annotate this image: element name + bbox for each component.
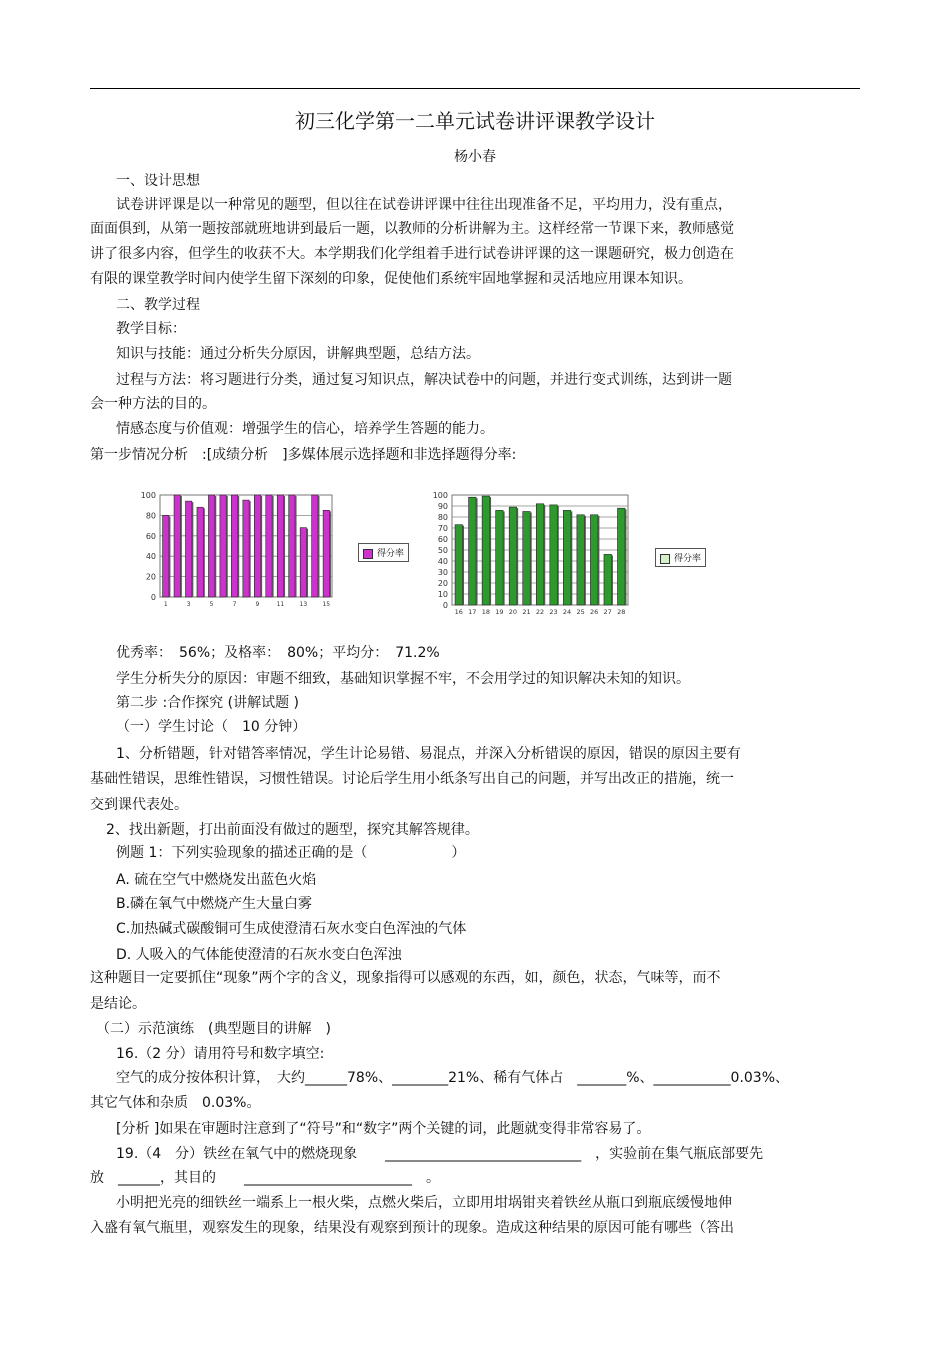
bar-shadow — [490, 497, 492, 605]
bar — [266, 495, 272, 597]
paragraph-line: 1、分析错题，针对错答率情况，学生计论易错、易混点，并深入分析错误的原因，错误的原因主要有 — [116, 746, 741, 762]
x-tick-label: 9 — [255, 601, 260, 608]
bar-shadow — [180, 496, 182, 597]
bar-shadow — [272, 496, 274, 597]
y-tick-label: 80 — [145, 511, 156, 521]
bar-shadow — [329, 511, 331, 597]
y-tick-label: 80 — [437, 513, 448, 522]
score-rate-chart-nonchoice — [420, 485, 635, 617]
x-tick-label: 1 — [163, 601, 168, 608]
paragraph-line: 交到课代表处。 — [90, 797, 188, 813]
bar-shadow — [169, 516, 171, 597]
legend-swatch-icon — [660, 554, 670, 564]
x-tick-label: 23 — [549, 608, 558, 616]
paragraph-line: 小明把光亮的细铁丝一端系上一根火柴，点燃火柴后，立即用坩埚钳夹着铁丝从瓶口到瓶底缓慢地伸 — [116, 1195, 732, 1211]
bar-shadow — [249, 501, 251, 597]
example-question: 例题 1：下列实验现象的描述正确的是（ ） — [116, 845, 466, 861]
y-tick-label: 40 — [145, 552, 156, 562]
paragraph-line: 试卷讲评课是以一种常见的题型，但以往在试卷讲评课中往往出现准备不足，平均用力，没有重点， — [116, 197, 732, 213]
question-16-line: 空气的成分按体积计算， 大约______78%、________21%、稀有气体占 _______%、___________0.03%、 — [116, 1070, 790, 1086]
bar-shadow — [557, 506, 559, 605]
question-19: 19.（4 分）铁丝在氧气中的燃烧现象 ____________________________ ，实验前在集气瓶底部要先 — [116, 1146, 764, 1162]
chart-legend — [358, 543, 409, 562]
y-tick-label: 40 — [437, 557, 448, 566]
bar-shadow — [261, 496, 263, 597]
bar — [289, 495, 295, 597]
bar — [550, 505, 557, 605]
bar — [604, 554, 611, 605]
paragraph-line: 情感态度与价值观：增强学生的信心，培养学生答题的能力。 — [116, 421, 494, 437]
paragraph-line: 这种题目一定要抓住“现象”两个字的含义，现象指得可以感观的东西，如，颜色，状态，气味等，而不 — [90, 970, 721, 986]
bar-shadow — [517, 508, 519, 605]
bar — [186, 501, 192, 597]
legend-swatch-icon — [363, 549, 373, 559]
bar — [509, 507, 516, 605]
author: 杨小春 — [454, 149, 496, 165]
x-tick-label: 20 — [508, 608, 518, 616]
legend-label: 得分率 — [674, 554, 702, 564]
bar-shadow — [215, 496, 217, 597]
y-tick-label: 70 — [437, 524, 448, 533]
y-tick-label: 20 — [437, 579, 448, 588]
bar — [563, 510, 570, 605]
bar — [577, 515, 584, 605]
bar — [197, 507, 203, 597]
bar-shadow — [192, 502, 194, 597]
x-tick-label: 7 — [232, 601, 237, 608]
bar-shadow — [530, 513, 532, 606]
x-tick-label: 25 — [576, 608, 585, 616]
paragraph-line: 入盛有氧气瓶里，观察发生的现象，结果没有观察到预计的现象。造成这种结果的原因可能有哪些（答出 — [90, 1220, 734, 1236]
bar-shadow — [226, 496, 228, 597]
bar-shadow — [284, 496, 286, 597]
step-heading: 第二步 :合作探究 (讲解试题 ) — [116, 695, 299, 711]
x-tick-label: 18 — [481, 608, 490, 616]
y-tick-label: 0 — [150, 593, 156, 602]
x-tick-label: 28 — [617, 608, 626, 616]
paragraph-line: 基础性错误，思维性错误，习惯性错误。讨论后学生用小纸条写出自己的问题，并写出改正的措施，统一 — [90, 771, 734, 787]
score-rate-chart-choice — [140, 485, 340, 610]
y-tick-label: 10 — [437, 590, 448, 599]
bar — [482, 496, 489, 605]
paragraph-line: 学生分析失分的原因：审题不细致，基础知识掌握不牢，不会用学过的知识解决未知的知识。 — [116, 671, 690, 687]
bar-shadow — [295, 496, 297, 597]
y-tick-label: 0 — [442, 601, 448, 610]
bar — [300, 528, 306, 597]
x-tick-label: 16 — [454, 608, 463, 616]
bar-shadow — [503, 511, 505, 605]
x-tick-label: 17 — [468, 608, 477, 616]
y-tick-label: 100 — [432, 491, 448, 500]
x-tick-label: 21 — [522, 608, 531, 616]
subsection-heading: （一）学生讨论（ 10 分钟） — [116, 719, 307, 735]
section-heading: 二、教学过程 — [116, 297, 200, 313]
bar — [455, 525, 462, 605]
bar — [312, 495, 318, 597]
x-tick-label: 5 — [209, 601, 214, 608]
y-tick-label: 50 — [437, 546, 448, 555]
bar-shadow — [318, 496, 320, 597]
score-stats: 优秀率： 56%；及格率： 80%；平均分： 71.2% — [116, 645, 440, 661]
page-title: 初三化学第一二单元试卷讲评课教学设计 — [295, 109, 655, 133]
bar-shadow — [611, 555, 613, 605]
section-heading: 一、设计思想 — [116, 173, 200, 189]
x-tick-label: 27 — [603, 608, 612, 616]
question-16-line: 其它气体和杂质 0.03%。 — [90, 1095, 261, 1111]
bar — [208, 495, 214, 597]
bar — [523, 512, 530, 606]
bar — [163, 515, 169, 597]
x-tick-label: 3 — [186, 601, 191, 608]
paragraph-line: 有限的课堂教学时间内使学生留下深刻的印象，促使他们系统牢固地掌握和灵活地应用课本知识。 — [90, 271, 692, 287]
paragraph-line: 过程与方法：将习题进行分类，通过复习知识点，解决试卷中的问题，并进行变式训练，达到讲一题 — [116, 372, 732, 388]
bar-shadow — [584, 516, 586, 605]
question-19-line: 放 ______，其目的 ________________________ 。 — [90, 1170, 440, 1186]
bar — [590, 515, 597, 605]
x-tick-label: 15 — [322, 601, 331, 608]
bar — [231, 495, 237, 597]
paragraph-line: 面面俱到，从第一题按部就班地讲到最后一题，以教师的分析讲解为主。这样经常一节课下来，教师感觉 — [90, 221, 734, 237]
x-tick-label: 11 — [276, 601, 285, 608]
bar-shadow — [238, 496, 240, 597]
bar-shadow — [306, 529, 308, 597]
x-tick-label: 24 — [562, 608, 572, 616]
bar-shadow — [476, 498, 478, 605]
bar-shadow — [544, 505, 546, 605]
y-tick-label: 30 — [437, 568, 448, 577]
bar — [220, 495, 226, 597]
x-tick-label: 13 — [299, 601, 308, 608]
option-d: D. 人吸入的气体能使澄清的石灰水变白色浑浊 — [116, 947, 402, 963]
paragraph-line: 会一种方法的目的。 — [90, 396, 216, 412]
bar — [323, 510, 329, 597]
subsection-heading: （二）示范演练 (典型题目的讲解 ) — [96, 1021, 331, 1037]
bar-shadow — [625, 509, 627, 605]
bar — [254, 495, 260, 597]
bar-shadow — [203, 508, 205, 597]
analysis-note: [分析 ]如果在审题时注意到了“符号”和“数字”两个关键的词，此题就变得非常容易了。 — [116, 1121, 651, 1137]
paragraph-line: 教学目标： — [116, 321, 186, 337]
bar — [469, 497, 476, 605]
bar — [243, 500, 249, 597]
x-tick-label: 19 — [495, 608, 504, 616]
bar — [536, 504, 543, 605]
legend-label: 得分率 — [377, 549, 405, 559]
bar — [174, 495, 180, 597]
paragraph-line: 知识与技能：通过分析失分原因，讲解典型题，总结方法。 — [116, 346, 480, 362]
bar-shadow — [598, 516, 600, 605]
bar — [277, 495, 283, 597]
chart-legend — [655, 548, 706, 567]
bar-shadow — [462, 526, 464, 605]
x-tick-label: 26 — [590, 608, 599, 616]
question-16: 16.（2 分）请用符号和数字填空: — [116, 1046, 325, 1062]
y-tick-label: 100 — [140, 491, 156, 500]
bar — [496, 510, 503, 605]
bar — [618, 508, 625, 605]
paragraph-line: 是结论。 — [90, 996, 146, 1012]
option-a: A. 硫在空气中燃烧发出蓝色火焰 — [116, 872, 317, 888]
option-b: B.磷在氧气中燃烧产生大量白雾 — [116, 896, 313, 912]
y-tick-label: 90 — [437, 502, 448, 511]
y-tick-label: 20 — [145, 572, 156, 582]
y-tick-label: 60 — [145, 531, 156, 541]
paragraph-line: 第一步情况分析 :[成绩分析 ]多媒体展示选择题和非选择题得分率: — [90, 447, 517, 463]
x-tick-label: 22 — [535, 608, 545, 616]
bar-shadow — [571, 511, 573, 605]
paragraph-line: 讲了很多内容，但学生的收获不大。本学期我们化学组着手进行试卷讲评课的这一课题研究，极力创造在 — [90, 246, 734, 262]
y-tick-label: 60 — [437, 535, 448, 544]
option-c: C.加热碱式碳酸铜可生成使澄清石灰水变白色浑浊的气体 — [116, 921, 467, 937]
paragraph-line: 2、找出新题，打出前面没有做过的题型，探究其解答规律。 — [106, 822, 479, 838]
top-rule — [90, 88, 860, 89]
